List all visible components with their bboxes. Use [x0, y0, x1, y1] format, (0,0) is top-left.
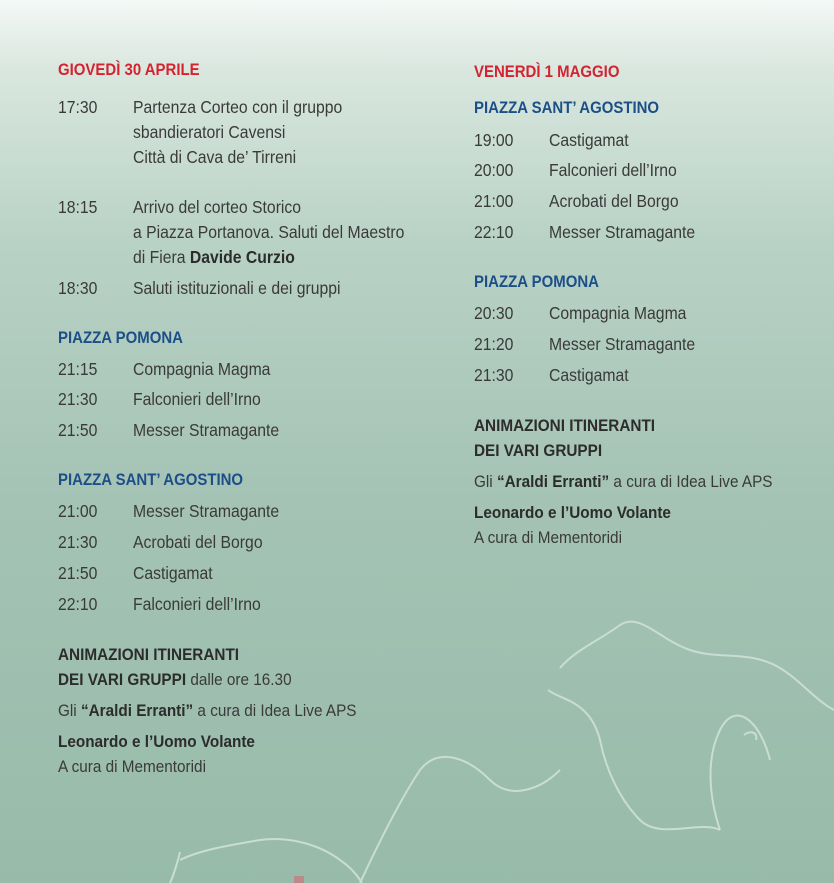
event-description: Falconieri dell’Irno	[133, 389, 261, 409]
animations-heading-line2: DEI VARI GRUPPI	[474, 441, 603, 460]
event-description	[133, 95, 342, 170]
event-line	[133, 245, 404, 270]
event-time: 21:50	[58, 563, 98, 583]
event-description: Castigamat	[133, 563, 213, 583]
event-line: a Piazza Portanova. Saluti del Maestro	[133, 222, 405, 242]
animations-heading: ANIMAZIONI ITINERANTI	[474, 416, 656, 435]
venue-title: PIAZZA SANT’ AGOSTINO	[58, 470, 244, 489]
friday-title: VENERDÌ 1 MAGGIO	[474, 62, 620, 81]
event-description: Acrobati del Borgo	[549, 191, 679, 211]
animations-time: dalle ore 16.30	[186, 670, 292, 689]
event-description: Acrobati del Borgo	[133, 532, 263, 552]
event-description	[133, 276, 341, 301]
event-line: Partenza Corteo con il gruppo	[133, 97, 343, 117]
event-time: 20:30	[474, 303, 514, 323]
event-time: 17:30	[58, 97, 98, 117]
araldi-suffix: a cura di Idea Live APS	[193, 701, 357, 720]
maestro-name: Davide Curzio	[189, 247, 295, 267]
event-time: 21:30	[474, 365, 514, 385]
event-line-prefix: di Fiera	[133, 247, 190, 267]
event-description: Castigamat	[549, 365, 629, 385]
event-description: Messer Stramagante	[133, 420, 280, 440]
event-time: 22:10	[58, 594, 98, 614]
venue-title: PIAZZA POMONA	[58, 328, 183, 347]
event-description: Messer Stramagante	[549, 334, 696, 354]
araldi-line	[474, 469, 772, 494]
leonardo-subtitle: A cura di Mementoridi	[58, 757, 206, 776]
event-time: 22:10	[474, 222, 514, 242]
event-time: 21:00	[474, 191, 514, 211]
araldi-line	[58, 698, 356, 723]
event-time: 18:15	[58, 197, 98, 217]
event-time: 21:30	[58, 389, 98, 409]
event-description	[133, 195, 404, 270]
leonardo-title: Leonardo e l’Uomo Volante	[58, 732, 255, 751]
animations-block	[58, 642, 356, 779]
event-line: Saluti istituzionali e dei gruppi	[133, 278, 341, 298]
event-description: Compagnia Magma	[133, 359, 271, 379]
araldi-prefix: Gli	[474, 472, 497, 491]
event-time: 21:50	[58, 420, 98, 440]
thursday-title: GIOVEDÌ 30 APRILE	[58, 60, 200, 79]
araldi-prefix: Gli	[58, 701, 81, 720]
event-line: sbandieratori Cavensi	[133, 122, 286, 142]
animations-heading: ANIMAZIONI ITINERANTI	[58, 645, 240, 664]
venue-title: PIAZZA POMONA	[474, 272, 599, 291]
event-time: 21:00	[58, 501, 98, 521]
animations-block	[474, 413, 772, 550]
event-time: 21:30	[58, 532, 98, 552]
araldi-name: “Araldi Erranti”	[80, 701, 194, 720]
event-time: 19:00	[474, 130, 514, 150]
araldi-name: “Araldi Erranti”	[496, 472, 610, 491]
event-time: 20:00	[474, 160, 514, 180]
animations-heading-bold: DEI VARI GRUPPI	[58, 670, 187, 689]
leonardo-subtitle: A cura di Mementoridi	[474, 528, 622, 547]
araldi-suffix: a cura di Idea Live APS	[609, 472, 773, 491]
venue-title: PIAZZA SANT’ AGOSTINO	[474, 98, 660, 117]
leonardo-title: Leonardo e l’Uomo Volante	[474, 503, 671, 522]
event-description: Castigamat	[549, 130, 629, 150]
event-description: Compagnia Magma	[549, 303, 687, 323]
event-time: 21:15	[58, 359, 98, 379]
animations-heading-line2	[58, 667, 356, 692]
event-description: Messer Stramagante	[133, 501, 280, 521]
event-description: Messer Stramagante	[549, 222, 696, 242]
event-line: Arrivo del corteo Storico	[133, 197, 302, 217]
event-line: Città di Cava de’ Tirreni	[133, 147, 297, 167]
event-description: Falconieri dell’Irno	[549, 160, 677, 180]
event-time: 21:20	[474, 334, 514, 354]
event-time: 18:30	[58, 278, 98, 298]
event-description: Falconieri dell’Irno	[133, 594, 261, 614]
